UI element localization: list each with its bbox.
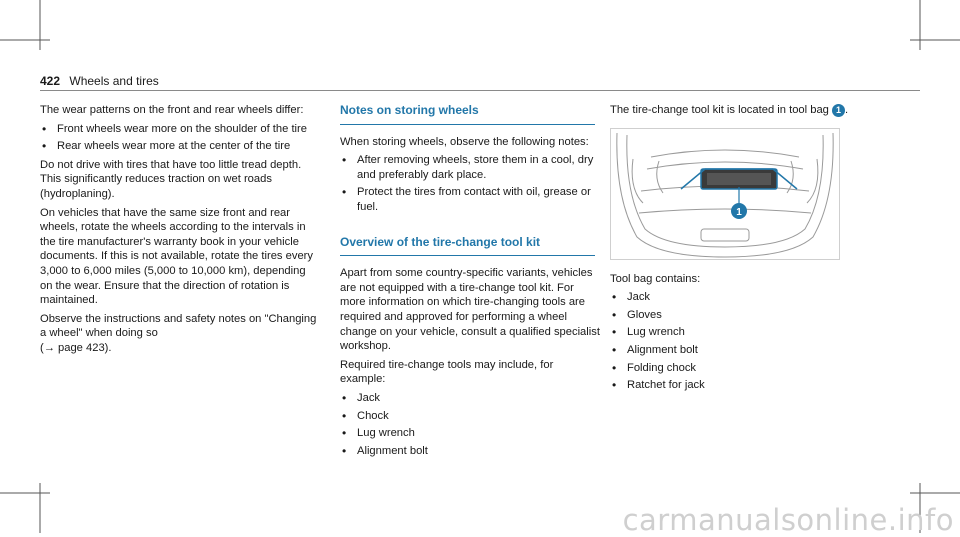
- heading-divider: [340, 255, 595, 256]
- required-tools-intro: Required tire-change tools may include, for example:: [340, 358, 554, 386]
- list-item: • After removing wheels, store them in a cool, dry and preferably dark place.: [340, 153, 600, 182]
- column-right: [610, 103, 870, 397]
- storing-list: [340, 153, 600, 214]
- observe-text: Observe the instructions and safety notes on "Changing a wheel" when doing so: [40, 312, 317, 340]
- column-left: [40, 103, 320, 360]
- location-sentence: The tire-change tool kit is located in tool bag: [610, 104, 829, 116]
- page-number: 422: [40, 74, 61, 88]
- location-text: The tire-change tool kit is located in tool bag 1 .: [610, 104, 849, 116]
- callout-badge: 1: [832, 104, 845, 117]
- list-item: • Gloves: [610, 308, 870, 323]
- toolkit-paragraph: Apart from some country-specific variants, vehicles are not equipped with a tire-change tool kit. For more information on which tire-changing tools are required and approved for performing a wheel change on your vehicle, consult a qualified specialist workshop.: [340, 267, 600, 353]
- trunk-illustration: [610, 128, 840, 260]
- page-header: [40, 74, 159, 88]
- watermark: carmanualsonline.info: [622, 503, 954, 537]
- wear-list: [40, 122, 320, 154]
- list-item: • Front wheels wear more on the shoulder of the tire: [40, 122, 320, 137]
- storing-intro: When storing wheels, observe the following notes:: [340, 135, 589, 148]
- list-item: • Protect the tires from contact with oil, grease or fuel.: [340, 185, 600, 214]
- storing-heading: Notes on storing wheels: [340, 103, 479, 117]
- rotate-paragraph: On vehicles that have the same size front and rear wheels, rotate the wheels according to the intervals in the tire manufacturer's warranty book in your vehicle documents. If this is not available, rotate the tires every 3,000 to 6,000 miles (5,000 to 10,000 km), depending on the wear. Ensure that the direction of rotation is maintained.: [40, 206, 313, 307]
- trunk-drawing: [611, 129, 839, 259]
- list-item: • Rear wheels wear more at the center of the tire: [40, 139, 320, 154]
- tools-list: [340, 391, 600, 458]
- section-title: Wheels and tires: [69, 74, 159, 88]
- tread-paragraph: Do not drive with tires that have too little tread depth. This significantly reduces traction on wet roads (hydroplaning).: [40, 158, 302, 200]
- list-item: • Jack: [340, 391, 600, 406]
- heading-divider: [340, 124, 595, 125]
- wear-intro: The wear patterns on the front and rear wheels differ:: [40, 104, 304, 116]
- header-divider: [40, 90, 920, 91]
- list-item: • Lug wrench: [610, 325, 870, 340]
- column-middle: [340, 103, 600, 462]
- list-item: • Alignment bolt: [340, 444, 600, 459]
- toolkit-heading: Overview of the tire-change tool kit: [340, 234, 541, 249]
- observe-paragraph: [40, 312, 320, 356]
- list-item: • Alignment bolt: [610, 343, 870, 358]
- list-item: • Lug wrench: [340, 426, 600, 441]
- page-reference-link[interactable]: (→ page 423).: [40, 341, 112, 354]
- bag-contents-label: Tool bag contains:: [610, 272, 701, 285]
- list-item: • Ratchet for jack: [610, 378, 870, 393]
- list-item: • Folding chock: [610, 361, 870, 376]
- figure-callout: 1: [736, 206, 742, 218]
- bag-list: [610, 290, 870, 393]
- list-item: • Chock: [340, 409, 600, 424]
- list-item: • Jack: [610, 290, 870, 305]
